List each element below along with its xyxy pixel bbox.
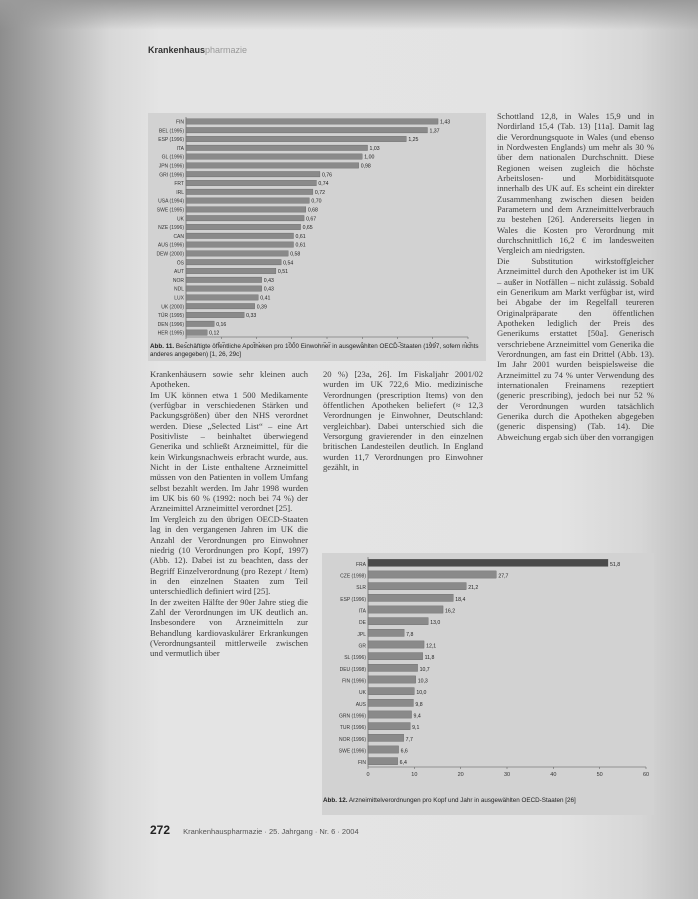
fig11-value-label: 0,61 <box>295 242 306 249</box>
scan-shadow <box>0 0 698 30</box>
fig12-bar <box>368 641 424 648</box>
fig12-category-label: UK <box>359 690 366 697</box>
fig11-category-label: FRT <box>174 181 184 188</box>
fig11-bar <box>186 119 438 124</box>
fig12-value-label: 11,8 <box>424 655 435 662</box>
fig12-bar <box>368 618 428 625</box>
fig12-value-label: 12,1 <box>426 643 437 650</box>
fig11-value-label: 0,65 <box>302 225 313 232</box>
fig12-category-label: SLR <box>356 585 366 592</box>
fig11-category-label: UK (2000) <box>161 304 184 311</box>
fig12-value-label: 7,8 <box>406 631 414 638</box>
fig12-value-label: 10,7 <box>419 666 430 673</box>
fig11-category-label: NOR <box>172 277 184 284</box>
paragraph: Im Vergleich zu den übrigen OECD-Staaten lag in den vergangenen Jahren im UK die Anzahl der Verordnungen pro Einwohner niedrig (10 Verordnungen pro Kopf, 1997) (Abb. 12). Dabei ist zu beachten, dass der Begriff Einzelverordnung (pro Rezept / Item) in den einzelnen Staaten zum Teil unterschiedlich definiert wird [25]. <box>150 513 308 597</box>
fig11-category-label: CAN <box>173 233 184 240</box>
fig11-bar <box>186 330 207 335</box>
fig11-bar <box>186 180 316 185</box>
figure-11-chart <box>148 113 486 361</box>
figure-12-caption-text: Arzneimittelverordnungen pro Kopf und Jahr in ausgewählten OECD-Staaten [26] <box>348 797 576 804</box>
fig11-bar <box>186 242 294 247</box>
fig12-value-label: 9,8 <box>415 701 423 708</box>
fig11-bar <box>186 233 294 238</box>
fig12-value-label: 10,0 <box>416 690 427 697</box>
fig12-category-label: DE <box>359 620 366 627</box>
page-footer <box>150 823 359 837</box>
fig11-category-label: NDL <box>173 286 184 293</box>
fig11-bar <box>186 303 255 308</box>
fig11-value-label: 0,43 <box>263 277 274 284</box>
running-head-suffix: pharmazie <box>205 45 248 55</box>
fig12-bar <box>368 629 404 636</box>
fig12-value-label: 16,2 <box>445 608 456 615</box>
fig12-tick-label: 20 <box>457 772 464 778</box>
fig11-bar <box>186 207 306 212</box>
paragraph: Schottland 12,8, in Wales 15,9 und in Nordirland 15,4 (Tab. 13) [11a]. Damit lag die Verordnungsquote in Wales (und ebenso in Nordwesten Englands) um mehr als 30 % über dem nationalen Durchschnitt. Diese Regionen weisen zugleich die höchste Arbeitslosen- und Morbiditätsquote innerhalb des UK auf. Es scheint ein direkter Zusammenhang zwischen diesen beiden Parametern und dem Arzneimittelverbrauch zu bestehen [26]. Andererseits liegen in Wales die Kosten pro Verordnung mit durchschnittlich 16,2 € im landesweiten Vergleich am niedrigsten. <box>497 111 654 256</box>
fig12-tick-label: 40 <box>550 772 557 778</box>
fig11-bar <box>186 268 276 273</box>
fig11-bar <box>186 163 359 168</box>
fig12-bar <box>368 559 608 566</box>
fig12-category-label: FRA <box>356 561 366 568</box>
fig12-value-label: 27,7 <box>498 573 509 580</box>
fig11-bar <box>186 127 427 132</box>
fig11-value-label: 1,43 <box>440 119 451 126</box>
fig11-value-label: 0,74 <box>318 181 329 188</box>
fig11-category-label: DEN (1996) <box>157 321 184 328</box>
fig11-bar <box>186 312 244 317</box>
journal-reference: Krankenhauspharmazie · 25. Jahrgang · Nr. 6 · 2004 <box>183 827 359 836</box>
fig11-value-label: 0,43 <box>263 286 274 293</box>
fig11-value-label: 1,03 <box>369 145 380 152</box>
fig11-bar <box>186 259 281 264</box>
fig11-category-label: TÜR (1995) <box>157 313 184 320</box>
fig11-category-label: ÖS <box>176 260 184 267</box>
fig11-bar <box>186 136 406 141</box>
fig11-value-label: 0,16 <box>216 321 227 328</box>
fig11-bar <box>186 295 258 300</box>
fig11-bar <box>186 224 301 229</box>
fig11-category-label: JPN (1996) <box>158 163 184 170</box>
fig11-bar <box>186 286 262 291</box>
fig12-bar <box>368 606 443 613</box>
fig11-bar <box>186 215 304 220</box>
fig11-value-label: 0,61 <box>295 233 306 240</box>
fig12-value-label: 7,7 <box>405 736 413 743</box>
fig11-value-label: 0,98 <box>360 163 371 170</box>
fig12-category-label: ESP (1996) <box>340 596 366 603</box>
fig11-category-label: BEL (1995) <box>158 128 184 135</box>
fig11-category-label: LUX <box>174 295 184 302</box>
fig11-bar <box>186 145 368 150</box>
fig12-value-label: 21,2 <box>468 585 479 592</box>
fig11-bar <box>186 198 309 203</box>
fig12-category-label: JPL <box>357 631 366 638</box>
fig12-bar <box>368 571 496 578</box>
page-number: 272 <box>150 823 171 837</box>
paragraph: Krankenhäusern sowie sehr kleinen auch Apotheken. <box>150 369 308 390</box>
fig11-category-label: ESP (1996) <box>158 137 184 144</box>
running-head <box>148 45 247 55</box>
fig12-category-label: DEU (1998) <box>339 666 366 673</box>
fig11-value-label: 1,25 <box>408 137 419 144</box>
fig12-value-label: 6,4 <box>399 760 407 767</box>
paragraph: In der zweiten Hälfte der 90er Jahre stieg die Zahl der Verordnungen im UK deutlich an. Insbesondere von Arzneimitteln zur Behandlung kardiovaskulärer Erkrankungen (Verordnungsanteil mittlerweile zwischen und vermutlich über <box>150 596 308 659</box>
fig11-category-label: SWE (1995) <box>156 207 184 214</box>
fig11-category-label: IRL <box>176 189 184 196</box>
fig11-value-label: 0,12 <box>209 330 220 337</box>
fig12-category-label: ITA <box>358 608 366 615</box>
fig11-category-label: FIN <box>175 119 184 126</box>
fig11-category-label: AUT <box>174 269 184 276</box>
figure-12-caption-label: Abb. 12. <box>323 797 348 804</box>
text-column-left <box>150 369 308 659</box>
figure-11-caption-label: Abb. 11. <box>150 343 175 350</box>
fig11-bar <box>186 321 214 326</box>
fig12-tick-label: 10 <box>411 772 418 778</box>
fig11-value-label: 1,00 <box>364 154 375 161</box>
fig11-value-label: 0,33 <box>246 313 257 320</box>
fig12-bar <box>368 653 423 660</box>
fig12-bar <box>368 699 413 706</box>
fig11-value-label: 0,67 <box>306 216 317 223</box>
figure-12-svg <box>322 553 654 797</box>
figure-11-caption-text: Beschäftigte öffentliche Apotheken pro 1000 Einwohner in ausgewählten OECD-Staaten (1997, sofern nichts anderes angegeben) [1, 26, 29c] <box>150 343 479 358</box>
fig12-category-label: GR <box>358 643 366 650</box>
fig12-value-label: 13,0 <box>430 620 441 627</box>
fig12-tick-label: 50 <box>596 772 603 778</box>
fig11-value-label: 0,58 <box>290 251 301 258</box>
fig11-value-label: 0,51 <box>277 269 288 276</box>
fig11-bar <box>186 189 313 194</box>
figure-12-caption <box>323 797 653 805</box>
fig12-tick-label: 0 <box>366 772 370 778</box>
fig11-bar <box>186 154 362 159</box>
text-column-middle <box>323 369 483 472</box>
fig12-value-label: 51,8 <box>610 561 621 568</box>
fig11-value-label: 1,37 <box>429 128 440 135</box>
fig11-category-label: AUS (1996) <box>157 242 184 249</box>
running-head-prefix: Krankenhaus <box>148 45 206 55</box>
fig12-tick-label: 30 <box>503 772 511 778</box>
fig11-category-label: DEW (2000) <box>156 251 184 258</box>
fig12-bar <box>368 676 416 683</box>
fig12-bar <box>368 711 412 718</box>
fig11-category-label: UK <box>177 216 184 223</box>
fig11-value-label: 0,68 <box>307 207 318 214</box>
fig12-bar <box>368 688 414 695</box>
fig12-category-label: SWE (1996) <box>338 748 366 755</box>
fig12-value-label: 18,4 <box>455 596 466 603</box>
fig12-value-label: 9,1 <box>412 725 420 732</box>
fig12-bar <box>368 594 453 601</box>
fig11-value-label: 0,76 <box>321 172 333 179</box>
fig12-category-label: FIN (1996) <box>342 678 366 685</box>
fig12-category-label: SL (1996) <box>344 655 366 662</box>
fig12-category-label: FIN <box>357 760 366 767</box>
fig11-category-label: ITA <box>176 145 184 152</box>
fig11-category-label: GRI (1996) <box>159 172 184 179</box>
fig12-value-label: 6,6 <box>400 748 408 755</box>
fig12-bar <box>368 583 466 590</box>
fig12-bar <box>368 758 398 765</box>
fig11-bar <box>186 277 262 282</box>
fig12-category-label: CZE (1998) <box>340 573 366 580</box>
figure-11-caption <box>150 343 485 359</box>
fig11-value-label: 0,72 <box>314 189 326 196</box>
fig11-value-label: 0,41 <box>260 295 271 302</box>
fig11-category-label: NZE (1996) <box>158 225 184 232</box>
fig12-tick-label: 60 <box>642 772 650 778</box>
fig11-value-label: 0,54 <box>283 260 294 267</box>
fig11-category-label: HER (1995) <box>157 330 184 337</box>
fig12-value-label: 10,3 <box>417 678 428 685</box>
fig11-bar <box>186 171 320 176</box>
figure-11-svg <box>148 113 486 343</box>
fig12-bar <box>368 734 404 741</box>
paragraph: Im UK können etwa 1 500 Medikamente (verfügbar in verschiedenen Stärken und Packungsgrößen) über den NHS verordnet werden. Diese „Selected List“ – eine Art Positivliste – beinhaltet überwiegend Generika und schließt Arzneimittel, für die kein Wirkungsnachweis erbracht wurde, aus. Nicht in der Liste enthaltene Arzneimittel müssen von den Patienten in vollem Umfang selbst bezahlt werden. Im Jahr 1998 wurden im UK bis 60 % (1992: noch bei 74 %) der Arzneimittel Arzneimittel verordnet [25]. <box>150 389 308 514</box>
text-column-right <box>497 111 654 442</box>
fig11-bar <box>186 251 288 256</box>
fig12-category-label: TUR (1996) <box>339 725 366 732</box>
fig11-value-label: 0,39 <box>256 304 267 311</box>
paragraph: 20 %) [23a, 26]. Im Fiskaljahr 2001/02 wurden im UK 722,6 Mio. medizinische Verordnungen (prescription Items) von den öffentlichen Apotheken beliefert (≈ 12,3 Verordnungen je Einwohner, Deutschland: vergleichbar). Dabei unterschied sich die Versorgung gravierender in den einzelnen britischen Landesteilen deutlich. In England wurden 11,7 Verordnungen pro Einwohner gezählt, in <box>323 369 483 473</box>
fig12-category-label: GRN (1996) <box>339 713 366 720</box>
paragraph: Die Substitution wirkstoffgleicher Arzneimittel durch den Apotheker ist im UK – außer in Notfällen – nicht zulässig. Sobald ein Generikum am Markt verfügbar ist, wird bei Abgabe der im Regelfall teureren Originalpräparate den öffentlichen Apotheken lediglich der Preis des Generikums erstattet [50a]. Generisch verschriebene Arzneimittel vom Generika die Verordnungen, am fast ein Drittel (Abb. 13). Im Jahr 2001 wurden beispielsweise die Arzneimittel zu 74 % unter Verwendung des internationalen Freinamens rezeptiert (generic prescribing), jedoch bei nur 52 % der Verordnungen wurden tatsächlich Generika durch die Apotheken abgegeben (generic dispensing) (Tab. 14). Die Abweichung ergab sich über den vorrangigen <box>497 255 654 442</box>
fig12-value-label: 9,4 <box>413 713 421 720</box>
figure-12-chart <box>322 553 654 815</box>
fig11-value-label: 0,70 <box>311 198 322 205</box>
fig11-category-label: GL (1996) <box>161 154 184 161</box>
fig12-bar <box>368 664 418 671</box>
fig12-bar <box>368 746 399 753</box>
fig12-category-label: AUS <box>355 701 366 708</box>
fig12-bar <box>368 723 410 730</box>
fig12-category-label: NOR (1996) <box>339 736 366 743</box>
fig11-category-label: USA (1994) <box>158 198 184 205</box>
